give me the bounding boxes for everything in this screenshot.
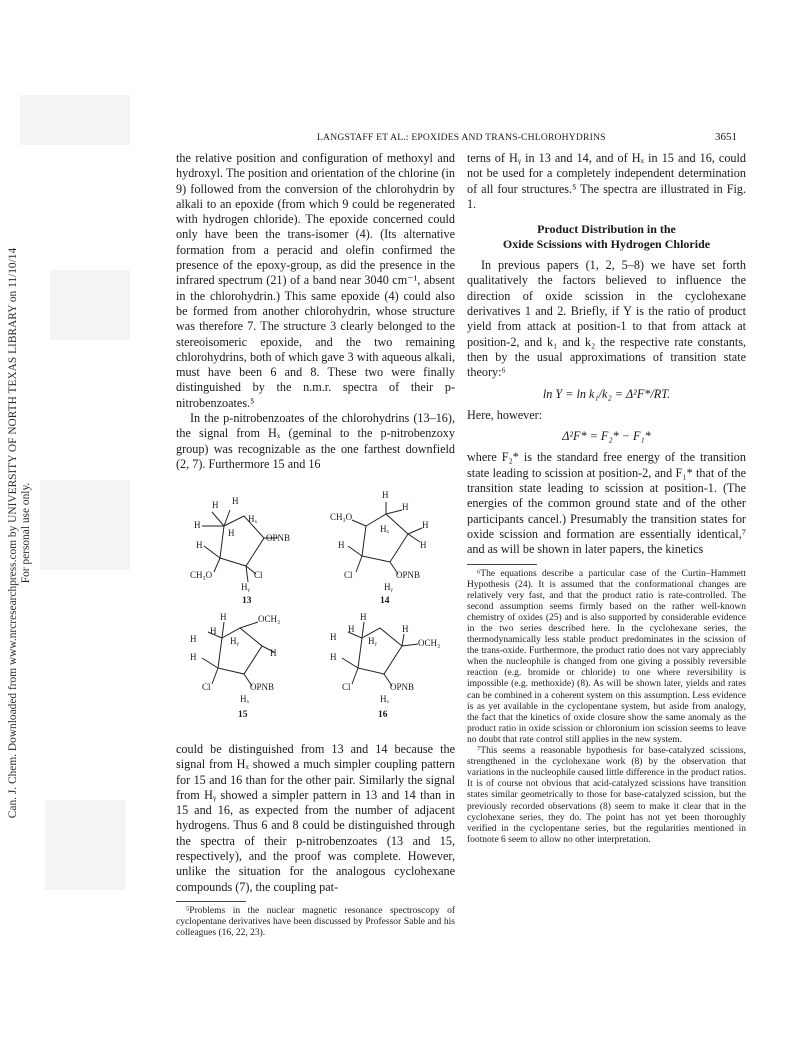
equation-2: Δ²F* = F₂* − F₁* <box>562 429 651 444</box>
atom-label: OPNB <box>250 682 275 692</box>
atom-label: H <box>190 652 197 662</box>
atom-label: H <box>348 624 355 634</box>
atom-label: H <box>220 612 227 622</box>
atom-label: H <box>232 496 239 506</box>
atom-label: H <box>196 540 203 550</box>
atom-label: Hᵧ <box>241 582 250 592</box>
watermark-line-1: Can. J. Chem. Downloaded from www.nrcresearchpress.com by UNIVERSITY OF NORTH TEXAS LIBRARY on 11/10/14 <box>7 247 19 819</box>
atom-label: OPNB <box>390 682 415 692</box>
compound-number: 16 <box>378 710 388 720</box>
atom-label: H <box>212 500 219 510</box>
atom-label: H <box>382 490 389 500</box>
atom-label: H <box>330 632 337 642</box>
watermark-line-2: For personal use only. <box>20 482 32 584</box>
atom-label: Hₓ <box>248 514 258 524</box>
atom-label: OPNB <box>266 533 291 543</box>
atom-label: H <box>270 648 277 658</box>
atom-label: Hᵧ <box>384 582 393 592</box>
right-column <box>467 151 746 846</box>
footnote-rule <box>467 564 537 565</box>
scan-smudge <box>40 480 130 570</box>
paragraph: the relative position and configuration of methoxyl and hydroxyl. The position and orientation of the chlorine (in 9) followed from the conversion of the chlorohydrin by alkali to an epoxide (from which 9 could be regenerated with hydrogen chloride). The epoxide concerned could only have been the trans-isomer (4). (Its alternative formation from a peracid and olefin confirmed the presence of the epoxy-group, as did the presence in the infrared spectrum (21) of a band near 3040 cm⁻¹, absent in the chlorohydrin.) This same epoxide (4) could also be formed from another chlorohydrin, whose structure was therefore 7. The structure 3 clearly belonged to the stereoisomeric epoxide, and the two remaining chlorohydrins, both of which gave 3 with aqueous alkali, must have been 6 and 8. These two were finally distinguished by the n.m.r. spectra of their p-nitrobenzoates.⁵ <box>176 151 455 410</box>
atom-label: Cl <box>344 570 353 580</box>
atom-label: H <box>338 540 345 550</box>
atom-label: Hₓ <box>380 524 390 534</box>
atom-label: H <box>228 528 235 538</box>
structure-13 <box>186 498 306 593</box>
atom-label: H <box>402 502 409 512</box>
left-column <box>176 151 455 472</box>
atom-label: Hₓ <box>240 694 250 704</box>
paragraph: where F₂* is the standard free energy of the transition state leading to scission at position-2, and F₁* that of the transition state leading to scission at position-1. (The energies of the common ground state and of the other participants cancel.) Presumably the transition states for oxide scission and formation are essentially identical,⁷ and as will be shown in later papers, the kinetics <box>467 450 746 557</box>
atom-label: CH₃O <box>330 512 353 522</box>
atom-label: Cl <box>254 570 263 580</box>
download-watermark <box>7 183 33 883</box>
atom-label: H <box>420 540 427 550</box>
atom-label: H <box>190 634 197 644</box>
footnote-6: ⁶The equations describe a particular case of the Curtin–Hammett Hypothesis (24). It is assumed that the conformational changes are relatively very fast, and that the product ratio is rate-controlled. The second assumption seems firmly based on the rather well-known chemistry of oxides (25) and is also supported by considerable evidence in the two series described here. In the cyclohexane series, the thermodynamically less stable product predominates in the scission of the trans-oxide. Furthermore, the product ratio does not vary appreciably when the nucleophile is changed from one giving a possibly reversible reaction (e.g. bromide or chloride) to one where reversibility is impossible (e.g. methoxide) (8). As will be shown later, yields and rates can be combined in a coherent system on this assumption. Less evidence is as yet available in the cyclopentane system, but aside from analogy, the fact that the kinetics of oxide closure show the same anomaly as the product ratio in oxide scission or chloronium ion scission seems to leave no doubt that rate control still applies in the new system. <box>467 568 746 745</box>
structure-15 <box>186 610 306 705</box>
atom-label: Hᵧ <box>368 636 377 646</box>
structure-16 <box>322 610 442 705</box>
scan-smudge <box>20 95 130 145</box>
scan-smudge <box>45 800 125 890</box>
compound-number: 14 <box>380 596 390 606</box>
structure-14 <box>326 490 446 593</box>
atom-label: H <box>402 624 409 634</box>
footnote-text: ⁵Problems in the nuclear magnetic resonance spectroscopy of cyclopentane derivatives have been discussed by Professor Sable and his colleagues (16, 22, 23). <box>176 905 455 939</box>
footnote-5 <box>176 906 455 939</box>
atom-label: CH₃O <box>190 570 213 580</box>
heading-line: Product Distribution in the <box>537 222 676 237</box>
heading-line: Oxide Scissions with Hydrogen Chloride <box>502 237 711 252</box>
footnote-rule <box>176 901 246 902</box>
scan-smudge <box>50 270 130 340</box>
left-column-continued <box>176 742 455 939</box>
atom-label: H <box>422 520 429 530</box>
atom-label: H <box>194 520 201 530</box>
paragraph: could be distinguished from 13 and 14 because the signal from Hₓ showed a much simpler coupling pattern for 15 and 16 than for the other pair. Similarly the signal from Hᵧ showed a simpler pattern in 13 and 14 than in 15 and 16, as expected from the number of adjacent hydrogens. Thus 6 and 8 could be distinguished through the spectra of their p-nitrobenzoates (13 and 15, respectively), and the proof was complete. However, unlike the situation for the analogous cyclohexane compounds (7), the coupling pat- <box>176 742 455 894</box>
atom-label: H <box>210 626 217 636</box>
atom-label: OCH₃ <box>418 638 441 648</box>
structure-figure <box>186 490 456 728</box>
atom-label: OCH₃ <box>258 614 281 624</box>
equation-1: ln Y = ln k₁/k₂ = Δ²F*/RT. <box>542 386 671 401</box>
atom-label: OPNB <box>396 570 421 580</box>
paragraph: Here, however: <box>467 407 543 422</box>
page-number: 3651 <box>715 131 737 143</box>
running-title: LANGSTAFF ET AL.: EPOXIDES AND TRANS-CHLOROHYDRINS <box>317 132 606 143</box>
paragraph: In previous papers (1, 2, 5–8) we have set forth qualitatively the factors believed to influence the direction of oxide scission in the cyclohexane derivatives 1 and 2. Briefly, if Y is the ratio of product yield from attack at position-1 to that from attack at position-2, and k₁ and k₂ the respective rate constants, then by the usual approximations of transition state theory:⁶ <box>467 258 746 380</box>
atom-label: Hₓ <box>380 694 390 704</box>
atom-label: H <box>330 652 337 662</box>
atom-label: H <box>360 612 367 622</box>
atom-label: Cl <box>202 682 211 692</box>
compound-number: 15 <box>238 710 248 720</box>
compound-number: 13 <box>242 596 252 606</box>
footnote-7: ⁷This seems a reasonable hypothesis for base-catalyzed scissions, strengthened in the cyclohexane work (8) by the observation that variations in the nucleophile caused little difference in the product ratios. It is of course not obvious that acid-catalyzed scissions have transition states similar geometrically to those for base-catalyzed scission, but the previously recorded observations (8) seem to make it clear that in the cyclohexane series, they do. The point has not yet been thoroughly verified in the cyclopentane series, but the regularities mentioned in footnote 6 seem to allow no other interpretation. <box>467 746 746 845</box>
footnotes <box>467 569 746 846</box>
atom-label: Hᵧ <box>230 636 239 646</box>
paragraph: In the p-nitrobenzoates of the chlorohydrins (13–16), the signal from Hₓ (geminal to the p-nitrobenzoxy group) was recognizable as the one farthest downfield (2, 7). Furthermore 15 and 16 <box>176 411 455 471</box>
section-heading <box>467 222 746 252</box>
atom-label: Cl <box>342 682 351 692</box>
paragraph: terns of Hᵧ in 13 and 14, and of Hₓ in 15 and 16, could not be used for a completely independent determination of all four structures.⁵ The spectra are illustrated in Fig. 1. <box>467 151 746 211</box>
